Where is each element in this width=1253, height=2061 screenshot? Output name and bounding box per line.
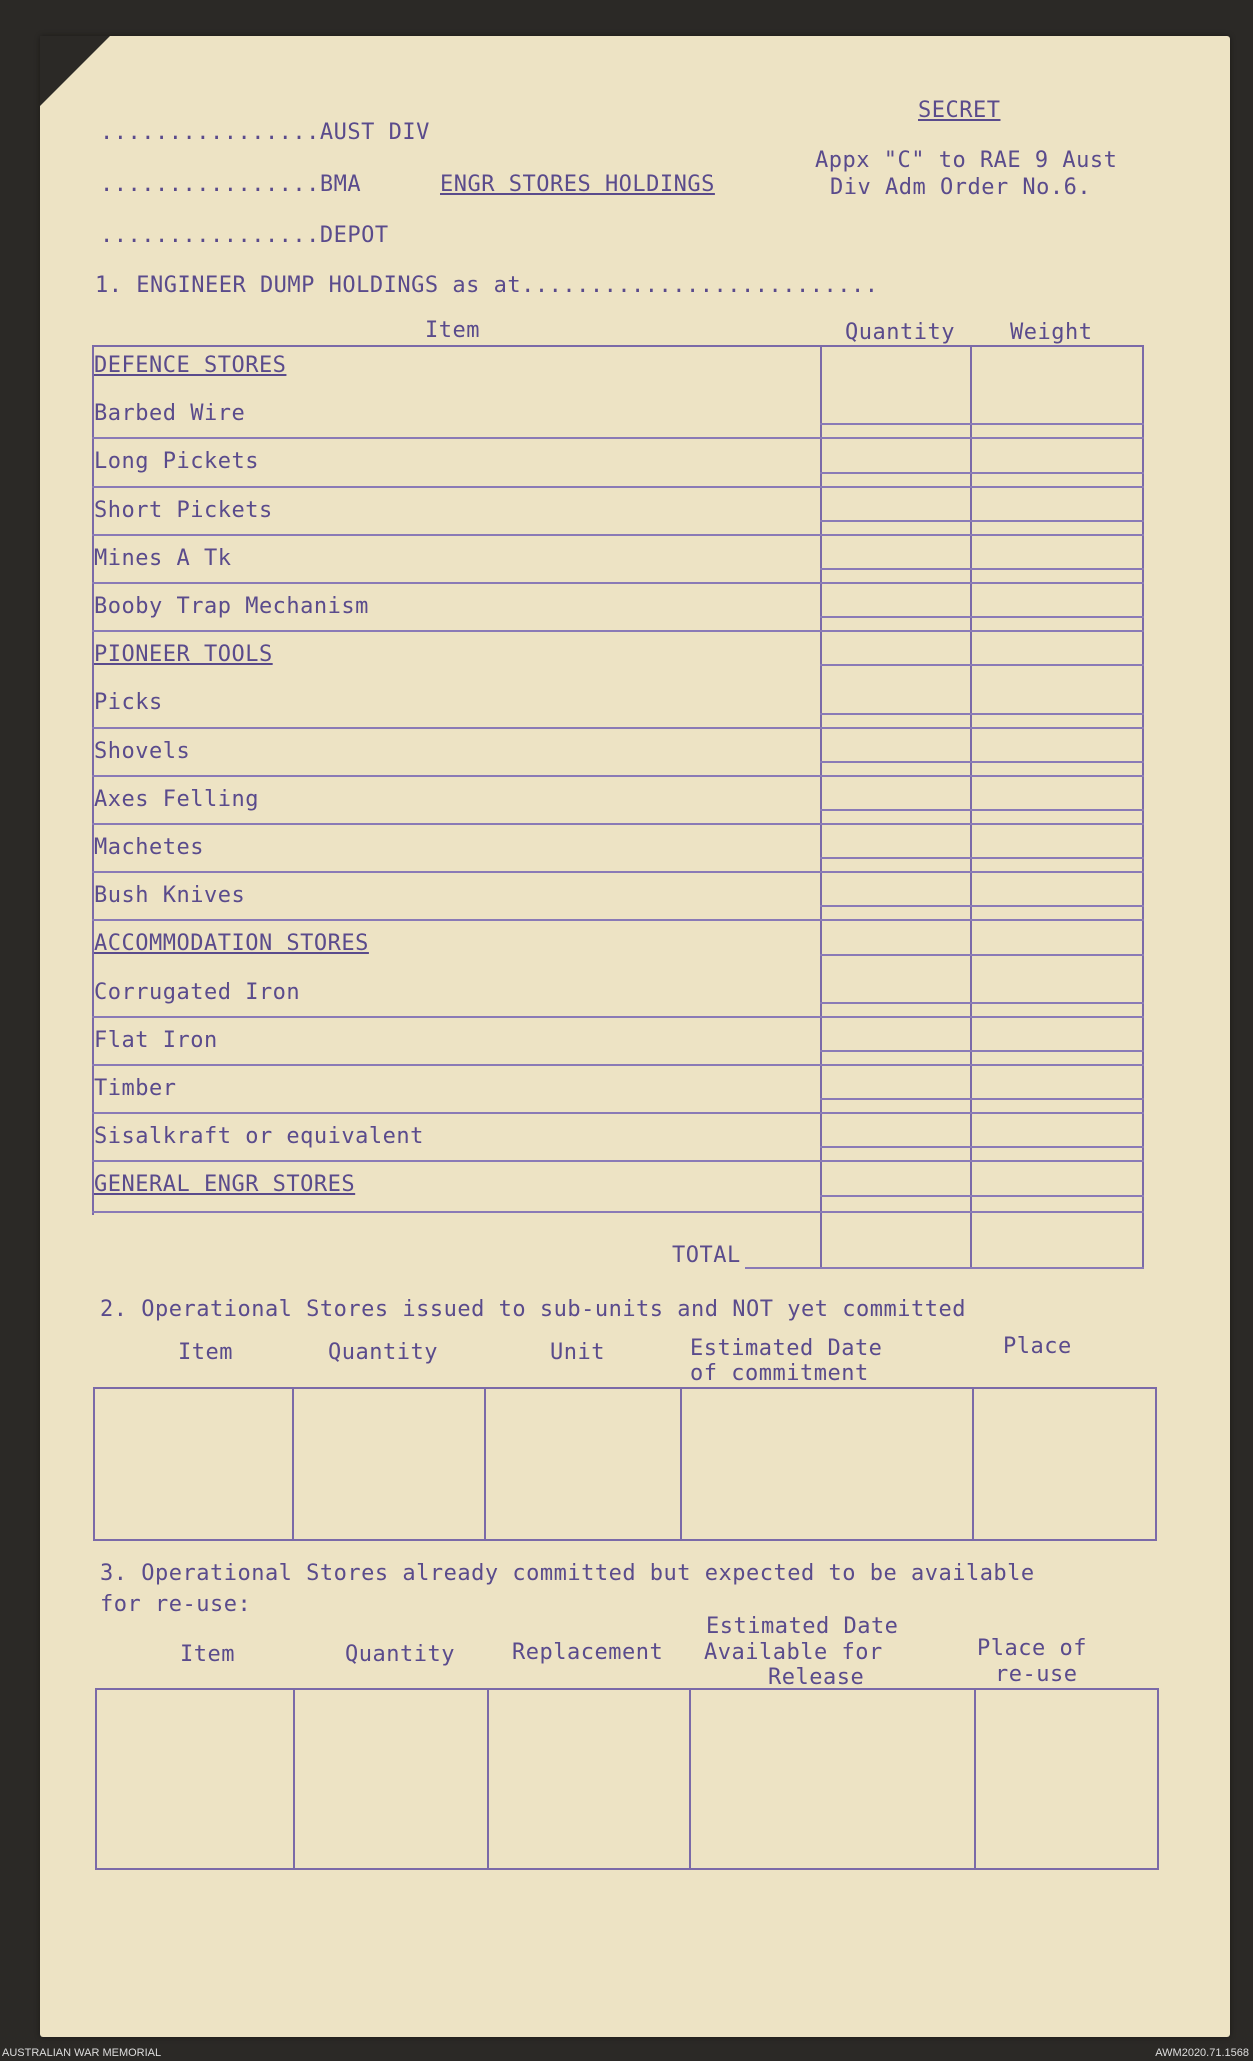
cell-rule (820, 1146, 1144, 1148)
form-title: ENGR STORES HOLDINGS (440, 172, 715, 197)
total-bottom-border (745, 1267, 1144, 1269)
quantity-col-divider (820, 345, 822, 1269)
cell-rule (820, 568, 1144, 570)
row-rule (92, 1064, 1144, 1066)
section3-col-reuse: re-use (995, 1662, 1078, 1687)
item-row-label: Mines A Tk (94, 545, 232, 571)
row-rule (92, 1016, 1144, 1018)
torn-corner (40, 36, 110, 106)
row-rule (92, 534, 1144, 536)
item-row-label: Machetes (94, 835, 204, 860)
section1-col-quantity: Quantity (845, 320, 955, 345)
section2-col-unit: Unit (550, 1340, 605, 1365)
row-rule (92, 1160, 1144, 1162)
section2-col-place: Place (1003, 1334, 1072, 1359)
cell-rule (820, 809, 1144, 811)
row-rule (92, 437, 1144, 439)
footer-right: AWM2020.71.1568 (1155, 2047, 1249, 2059)
appendix-line-1: Appx "C" to RAE 9 Aust (815, 148, 1118, 173)
category-header: ACCOMMODATION STORES (94, 931, 369, 957)
cell-rule (820, 472, 1144, 474)
row-rule (92, 775, 1144, 777)
cell-rule (820, 713, 1144, 715)
section1-heading: 1. ENGINEER DUMP HOLDINGS as at.......................... (95, 273, 879, 298)
s3-divider-1 (293, 1688, 295, 1870)
item-row-label: Barbed Wire (94, 401, 246, 427)
category-header: DEFENCE STORES (94, 353, 287, 378)
holdings-table (92, 345, 1144, 1215)
section1-col-item: Item (425, 318, 480, 343)
section3-col-available-for: Available for (704, 1640, 883, 1665)
section3-col-replacement: Replacement (512, 1640, 664, 1665)
cell-rule (820, 761, 1144, 763)
section2-col-commitment: of commitment (690, 1361, 869, 1386)
s2-divider-1 (292, 1387, 294, 1541)
section3-col-release: Release (768, 1665, 865, 1690)
section3-col-estimated-date: Estimated Date (706, 1614, 899, 1639)
cell-rule (820, 954, 1144, 956)
category-header: PIONEER TOOLS (94, 642, 273, 668)
row-rule (92, 727, 1144, 729)
section2-heading: 2. Operational Stores issued to sub-units and NOT yet committed (100, 1297, 966, 1322)
item-row-label: Short Pickets (94, 497, 273, 523)
row-rule (92, 871, 1144, 873)
table-right-border (1142, 345, 1144, 1269)
section2-col-item: Item (178, 1340, 233, 1365)
item-row-label: Flat Iron (94, 1027, 218, 1053)
reuse-stores-table (95, 1688, 1159, 1870)
section2-col-estimated-date: Estimated Date (690, 1336, 883, 1361)
row-rule (92, 1112, 1144, 1114)
item-row-label: Booby Trap Mechanism (94, 594, 369, 619)
s3-divider-4 (974, 1688, 976, 1870)
row-rule (92, 486, 1144, 488)
s2-divider-2 (484, 1387, 486, 1541)
appendix-line-2: Div Adm Order No.6. (830, 175, 1092, 200)
security-classification: SECRET (918, 98, 1001, 123)
cell-rule (820, 664, 1144, 666)
table-bottom-border (92, 1211, 1144, 1213)
item-row-label: Sisalkraft or equivalent (94, 1124, 424, 1150)
division-field: ................AUST DIV (100, 120, 430, 145)
bma-field: ................BMA (100, 172, 362, 197)
section3-col-place-of: Place of (977, 1636, 1087, 1661)
item-row-label: Corrugated Iron (94, 979, 301, 1005)
item-row-label: Long Pickets (94, 449, 259, 475)
depot-field: ................DEPOT (100, 223, 389, 248)
cell-rule (820, 905, 1144, 907)
s2-divider-3 (680, 1387, 682, 1541)
cell-rule (820, 423, 1144, 425)
section1-col-weight: Weight (1010, 320, 1093, 345)
section3-heading-1: 3. Operational Stores already committed but expected to be available (100, 1561, 1035, 1586)
row-rule (92, 919, 1144, 921)
s2-divider-4 (972, 1387, 974, 1541)
row-rule (92, 630, 1144, 632)
footer-left: AUSTRALIAN WAR MEMORIAL (2, 2047, 162, 2059)
cell-rule (820, 616, 1144, 618)
cell-rule (820, 520, 1144, 522)
item-row-label: Bush Knives (94, 883, 246, 909)
section3-col-item: Item (180, 1642, 235, 1667)
row-rule (92, 582, 1144, 584)
item-row-label: Picks (94, 690, 163, 716)
category-header: GENERAL ENGR STORES (94, 1172, 356, 1198)
item-row-label: Timber (94, 1076, 177, 1101)
cell-rule (820, 1098, 1144, 1100)
s3-divider-2 (487, 1688, 489, 1870)
cell-rule (820, 1050, 1144, 1052)
s3-divider-3 (689, 1688, 691, 1870)
weight-col-divider (970, 345, 972, 1269)
row-rule (92, 823, 1144, 825)
cell-rule (820, 1195, 1144, 1197)
section3-col-quantity: Quantity (345, 1642, 455, 1667)
item-row-label: Axes Felling (94, 786, 259, 812)
total-label: TOTAL (672, 1243, 741, 1268)
cell-rule (820, 857, 1144, 859)
cell-rule (820, 1002, 1144, 1004)
section2-col-quantity: Quantity (328, 1340, 438, 1365)
item-row-label: Shovels (94, 738, 191, 764)
section3-heading-2: for re-use: (100, 1592, 252, 1617)
operational-stores-table (93, 1387, 1157, 1541)
